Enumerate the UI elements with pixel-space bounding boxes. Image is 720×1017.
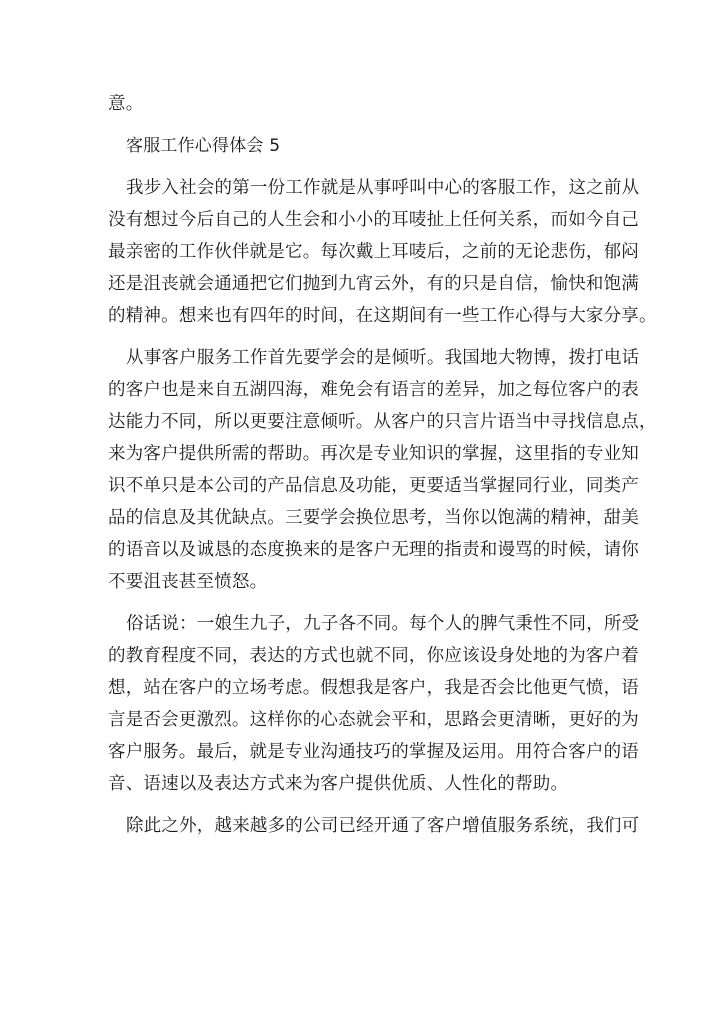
paragraph-line: 品的信息及其优缺点。三要学会换位思考，当你以饱满的精神，甜美 bbox=[108, 508, 639, 528]
paragraph-line: 达能力不同，所以更要注意倾听。从客户的只言片语当中寻找信息点， bbox=[108, 412, 657, 432]
paragraph-line: 没有想过今后自己的人生会和小小的耳唛扯上任何关系，而如今自己 bbox=[108, 210, 639, 230]
paragraph-line: 言是否会更激烈。这样你的心态就会平和，思路会更清晰，更好的为 bbox=[108, 710, 639, 730]
paragraph-1 bbox=[108, 172, 657, 332]
paragraph-line: 还是沮丧就会通通把它们抛到九宵云外，有的只是自信，愉快和饱满 bbox=[108, 274, 639, 294]
paragraph-line: 识不单只是本公司的产品信息及功能，更要适当掌握同行业，同类产 bbox=[108, 476, 639, 496]
paragraph-line: 俗话说：一娘生九子，九子各不同。每个人的脾气秉性不同，所受 bbox=[126, 614, 640, 634]
paragraph-line: 的语音以及诚恳的态度换来的是客户无理的指责和谩骂的时候，请你 bbox=[108, 540, 639, 560]
paragraph-line: 来为客户提供所需的帮助。再次是专业知识的掌握，这里指的专业知 bbox=[108, 444, 639, 464]
paragraph-line: 从事客户服务工作首先要学会的是倾听。我国地大物博，拨打电话 bbox=[126, 348, 640, 368]
paragraph-4 bbox=[108, 810, 640, 842]
paragraph-line: 最亲密的工作伙伴就是它。每次戴上耳唛后，之前的无论悲伤，郁闷 bbox=[108, 242, 639, 262]
paragraph-line: 除此之外，越来越多的公司已经开通了客户增值服务系统，我们可 bbox=[126, 816, 640, 836]
paragraph-line: 不要沮丧甚至愤怒。 bbox=[108, 572, 268, 592]
paragraph-line: 的教育程度不同，表达的方式也就不同，你应该设身处地的为客户着 bbox=[108, 646, 639, 666]
paragraph-2 bbox=[108, 342, 657, 598]
continuation-text: 意。 bbox=[108, 94, 144, 114]
paragraph-line: 想，站在客户的立场考虑。假想我是客户，我是否会比他更气愤，语 bbox=[108, 678, 639, 698]
document-body bbox=[108, 88, 657, 842]
paragraph-line: 客户服务。最后，就是专业沟通技巧的掌握及运用。用符合客户的语 bbox=[108, 742, 639, 762]
paragraph-line: 我步入社会的第一份工作就是从事呼叫中心的客服工作，这之前从 bbox=[126, 178, 640, 198]
section-heading: 客服工作心得体会 5 bbox=[126, 136, 281, 156]
paragraph-3 bbox=[108, 608, 640, 800]
paragraph-line: 音、语速以及表达方式来为客户提供优质、人性化的帮助。 bbox=[108, 774, 569, 794]
paragraph-line: 的客户也是来自五湖四海，难免会有语言的差异，加之每位客户的表 bbox=[108, 380, 639, 400]
paragraph-line: 的精神。想来也有四年的时间，在这期间有一些工作心得与大家分享。 bbox=[108, 306, 657, 326]
